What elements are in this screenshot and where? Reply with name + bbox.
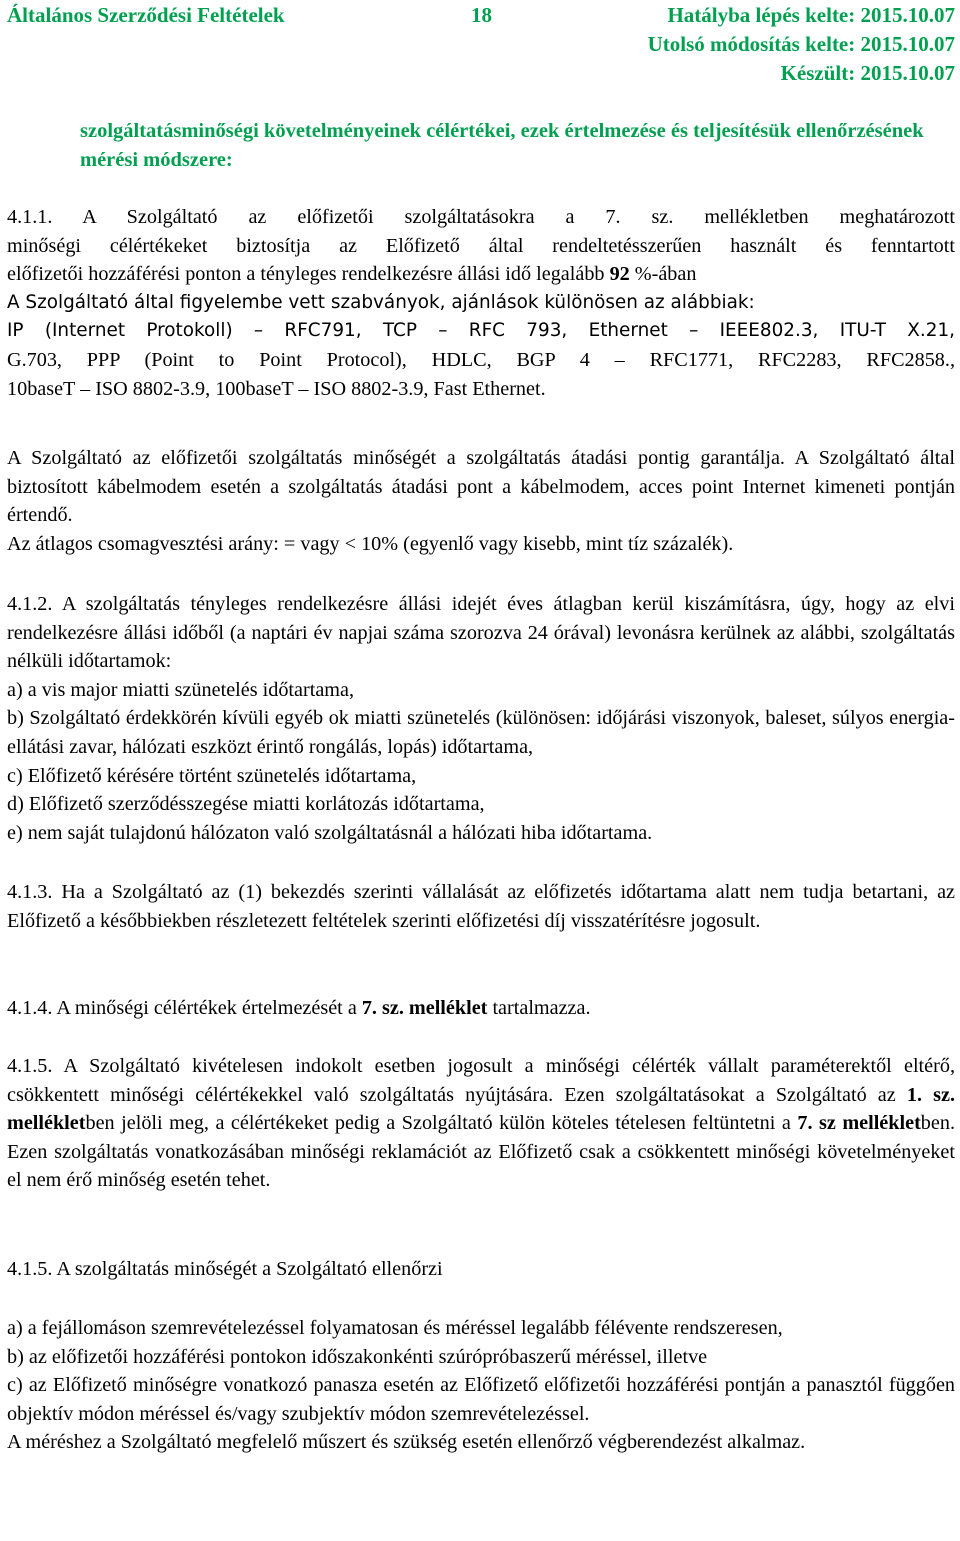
s415b-closing: A méréshez a Szolgáltató megfelelő műszert és szükség esetén ellenőrző végberendezést alkalmaz. <box>7 1431 806 1454</box>
header-row-2 <box>7 32 955 62</box>
s414-pre: 4.1.4. A minőségi célértékek értelmezését a <box>7 997 362 1019</box>
s412-item-b: b) Szolgáltató érdekkörén kívüli egyéb ok miatti szünetelés (különösen: időjárási viszonyok, baleset, súlyos energia-ellátási zavar, hálózati eszközt érintő rongálás, lopás) időtartama, <box>7 707 955 758</box>
s412-intro: 4.1.2. A szolgáltatás tényleges rendelkezésre állási idejét éves átlagban kerül kiszámításra, úgy, hogy az elvi rendelkezésre állási időből (a naptári év napjai száma szorozva 24 órával) levonásra kerülnek az alábbi, szolgáltatás nélküli időtartamok: <box>7 593 955 673</box>
availability-percent: 92 <box>609 263 630 286</box>
s411-line-3-post: %-ában <box>629 263 697 286</box>
guarantee-paragraph: A Szolgáltató az előfizetői szolgáltatás minőségét a szolgáltatás átadási pontig garantálja. A Szolgáltató által biztosított kábelmodem esetén a szolgáltatás átadási pont a kábelmodem, acces point Internet kimeneti pontján értendő. <box>7 447 955 527</box>
document-title: Általános Szerződési Feltételek <box>7 3 285 27</box>
section-4-1-5-a <box>7 1052 955 1195</box>
s411-line-3-pre: előfizetői hozzáférési ponton a tényleges rendelkezésre állási idő legalább <box>7 263 610 286</box>
annex-1-reference: 1. sz. melléklet <box>7 1083 955 1135</box>
packet-loss-paragraph: Az átlagos csomagvesztési arány: = vagy < 10% (egyenlő vagy kisebb, mint tíz százalék). <box>7 532 734 555</box>
s412-item-e: e) nem saját tulajdonú hálózaton való szolgáltatásnál a hálózati hiba időtartama. <box>7 821 653 844</box>
header-row-1 <box>7 3 955 33</box>
s414-post: tartalmazza. <box>487 997 591 1019</box>
header-row-3 <box>7 61 955 91</box>
s415a-paragraph <box>7 1052 955 1195</box>
effective-date: Hatályba lépés kelte: 2015.10.07 <box>667 3 955 27</box>
section-4-1-4 <box>7 994 955 1023</box>
s411-line-6: G.703, PPP (Point to Point Protocol), HDLC, BGP 4 – RFC1771, RFC2283, RFC2858., <box>7 348 955 371</box>
guarantee-block <box>7 444 955 558</box>
annex-7-reference-2: 7. sz melléklet <box>797 1112 921 1135</box>
s411-line-1: 4.1.1. A Szolgáltató az előfizetői szolgáltatásokra a 7. sz. mellékletben meghatározott <box>7 206 955 228</box>
section-4-1-1 <box>7 203 955 403</box>
modified-date: Utolsó módosítás kelte: 2015.10.07 <box>647 32 955 56</box>
s415b-item-b: b) az előfizetői hozzáférési pontokon időszakonkénti szúrópróbaszerű méréssel, illetve <box>7 1345 708 1368</box>
s415b-item-c: c) az Előfizető minőségre vonatkozó panasza esetén az Előfizető előfizetői hozzáférési pontján a panasztól függően objektív módon méréssel és/vagy szubjektív módon szemrevételezéssel. <box>7 1374 955 1425</box>
s411-line-5: IP (Internet Protokoll) – RFC791, TCP – RFC 793, Ethernet – IEEE802.3, ITU-T X.21, <box>7 320 955 342</box>
s415b-item-a: a) a fejállomáson szemrevételezéssel folyamatosan és méréssel legalább félévente rendszeresen, <box>7 1317 783 1339</box>
created-date: Készült: 2015.10.07 <box>780 61 955 85</box>
annex-7-reference: 7. sz. melléklet <box>361 997 488 1019</box>
section-4-1-3 <box>7 878 955 935</box>
section-4-1-2 <box>7 590 955 847</box>
s414-paragraph <box>7 994 955 1023</box>
s412-item-c: c) Előfizető kérésére történt szünetelés időtartama, <box>7 764 417 787</box>
s415a-text-1: 4.1.5. A Szolgáltató kivételesen indokolt esetben jogosult a minőségi célérték vállalt paraméterektől eltérő, csökkentett minőségi célértékekkel való szolgáltatás nyújtására. Ezen szolgáltatásokat a Szolgáltató az <box>7 1055 955 1106</box>
section-heading: szolgáltatásminőségi követelményeinek célértékei, ezek értelmezése és teljesítésük ellenőrzésének mérési módszere: <box>80 120 924 171</box>
section-4-1-5-b-list <box>7 1314 955 1457</box>
section-4-1-5-b <box>7 1255 955 1284</box>
s411-line-2: minőségi célértékeket biztosítja az Előfizető által rendeltetésszerűen használt és fenntartott <box>7 234 955 257</box>
s411-line-4: A Szolgáltató által figyelembe vett szabványok, ajánlások különösen az alábbiak: <box>7 291 755 313</box>
s412-item-d: d) Előfizető szerződésszegése miatti korlátozás időtartama, <box>7 793 485 816</box>
s413-paragraph: 4.1.3. Ha a Szolgáltató az (1) bekezdés szerinti vállalását az előfizetés időtartama alatt nem tudja betartani, az Előfizető a későbbiekben részletezett feltételek szerinti előfizetési díj visszatérítésre jogosult. <box>7 881 955 932</box>
s412-item-a: a) a vis major miatti szünetelés időtartama, <box>7 678 354 701</box>
s415a-text-3: ben. Ezen szolgáltatás vonatkozásában minőségi reklamációt az Előfizető csak a csökkentett minőségi követelményeket el nem érő minőség esetén tehet. <box>7 1112 955 1192</box>
s411-line-7: 10baseT – ISO 8802-3.9, 100baseT – ISO 8802-3.9, Fast Ethernet. <box>7 377 546 400</box>
s415b-intro: 4.1.5. A szolgáltatás minőségét a Szolgáltató ellenőrzi <box>7 1258 443 1280</box>
s411-line-3 <box>7 260 955 289</box>
page-number: 18 <box>471 3 492 27</box>
s415a-text-2: ben jelöli meg, a célértékeket pedig a Szolgáltató külön köteles tételesen feltüntetni a <box>85 1112 798 1135</box>
